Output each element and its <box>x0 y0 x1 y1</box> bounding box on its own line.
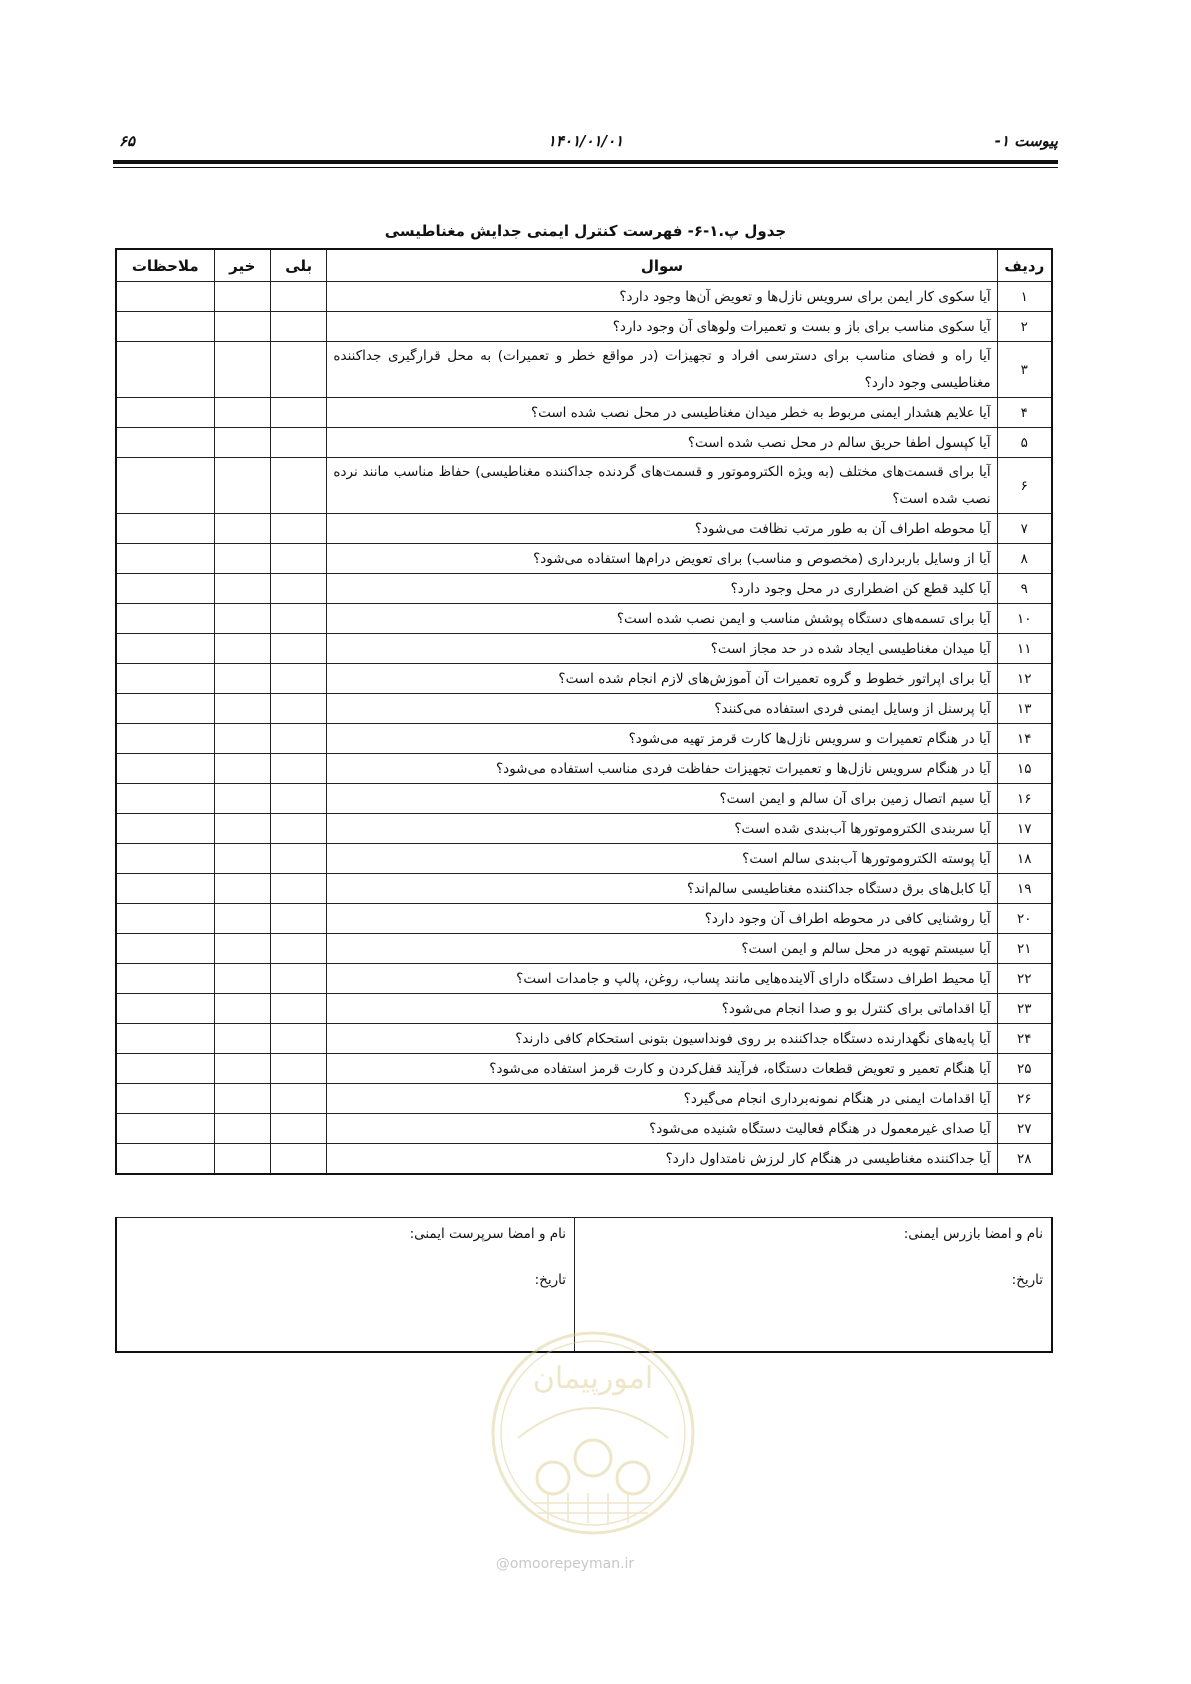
watermark-url: @omoorepeyman.ir <box>495 1556 635 1572</box>
row-number: ۱ <box>997 282 1052 312</box>
table-row <box>116 1114 1052 1144</box>
question-cell: آیا برای اپراتور خطوط و گروه تعمیرات آن آموزش‌های لازم انجام شده است؟ <box>327 664 997 694</box>
question-cell: آیا روشنایی کافی در محوطه اطراف آن وجود دارد؟ <box>327 904 997 934</box>
yes-checkbox-cell[interactable] <box>270 514 326 544</box>
header-question: سوال <box>327 249 997 282</box>
header-no: خیر <box>214 249 270 282</box>
row-number: ۲۵ <box>997 1054 1052 1084</box>
table-caption: جدول پ.۱-۶- فهرست کنترل ایمنی جدایش مغناطیسی <box>384 222 787 240</box>
table-row <box>116 754 1052 784</box>
no-checkbox-cell[interactable] <box>214 784 270 814</box>
question-cell: آیا میدان مغناطیسی ایجاد شده در حد مجاز است؟ <box>327 634 997 664</box>
notes-cell[interactable] <box>116 844 214 874</box>
table-row <box>116 514 1052 544</box>
table-row <box>116 312 1052 342</box>
question-cell: آیا در هنگام تعمیرات و سرویس نازل‌ها کارت قرمز تهیه می‌شود؟ <box>327 724 997 754</box>
question-cell: آیا کابل‌های برق دستگاه جداکننده مغناطیسی سالم‌اند؟ <box>327 874 997 904</box>
row-number: ۷ <box>997 514 1052 544</box>
notes-cell[interactable] <box>116 282 214 312</box>
table-row <box>116 784 1052 814</box>
row-number: ۱۶ <box>997 784 1052 814</box>
question-cell: آیا کلید قطع کن اضطراری در محل وجود دارد؟ <box>327 574 997 604</box>
supervisor-signature-label: نام و امضا سرپرست ایمنی: <box>409 1226 566 1242</box>
question-cell: آیا صدای غیرمعمول در هنگام فعالیت دستگاه شنیده می‌شود؟ <box>327 1114 997 1144</box>
no-checkbox-cell[interactable] <box>214 398 270 428</box>
notes-cell[interactable] <box>116 694 214 724</box>
yes-checkbox-cell[interactable] <box>270 1114 326 1144</box>
yes-checkbox-cell[interactable] <box>270 934 326 964</box>
question-cell: آیا سکوی کار ایمن برای سرویس نازل‌ها و تعویض آن‌ها وجود دارد؟ <box>327 282 997 312</box>
table-row <box>116 814 1052 844</box>
table-body <box>116 282 1052 1175</box>
yes-checkbox-cell[interactable] <box>270 724 326 754</box>
notes-cell[interactable] <box>116 754 214 784</box>
section-title: پیوست ۱- <box>994 132 1058 150</box>
row-number: ۱۴ <box>997 724 1052 754</box>
row-number: ۵ <box>997 428 1052 458</box>
question-cell: آیا برای تسمه‌های دستگاه پوشش مناسب و ایمن نصب شده است؟ <box>327 604 997 634</box>
watermark-logo-text: امورپیمان <box>532 1361 654 1396</box>
row-number: ۱۰ <box>997 604 1052 634</box>
yes-checkbox-cell[interactable] <box>270 664 326 694</box>
yes-checkbox-cell[interactable] <box>270 754 326 784</box>
notes-cell[interactable] <box>116 428 214 458</box>
row-number: ۲۴ <box>997 1024 1052 1054</box>
table-row <box>116 1024 1052 1054</box>
row-number: ۱۷ <box>997 814 1052 844</box>
table-row <box>116 544 1052 574</box>
page-number: ۶۵ <box>119 132 136 150</box>
header-date: ۱۴۰۱/۰۱/۰۱ <box>547 132 624 150</box>
question-cell: آیا اقدامات ایمنی در هنگام نمونه‌برداری انجام می‌گیرد؟ <box>327 1084 997 1114</box>
question-cell: آیا محیط اطراف دستگاه دارای آلاینده‌هایی مانند پساب، روغن، پالپ و جامدات است؟ <box>327 964 997 994</box>
table-row <box>116 964 1052 994</box>
table-header-row <box>116 249 1052 282</box>
notes-cell[interactable] <box>116 1084 214 1114</box>
question-cell: آیا پرسنل از وسایل ایمنی فردی استفاده می‌کنند؟ <box>327 694 997 724</box>
no-checkbox-cell[interactable] <box>214 1114 270 1144</box>
row-number: ۲۰ <box>997 904 1052 934</box>
header-rule-thin <box>113 167 1058 168</box>
question-cell: آیا پایه‌های نگهدارنده دستگاه جداکننده بر روی فونداسیون بتونی استحکام کافی دارند؟ <box>327 1024 997 1054</box>
table-row <box>116 904 1052 934</box>
yes-checkbox-cell[interactable] <box>270 1054 326 1084</box>
yes-checkbox-cell[interactable] <box>270 1084 326 1114</box>
no-checkbox-cell[interactable] <box>214 814 270 844</box>
no-checkbox-cell[interactable] <box>214 1024 270 1054</box>
notes-cell[interactable] <box>116 544 214 574</box>
question-cell: آیا پوسته الکتروموتورها آب‌بندی سالم است؟ <box>327 844 997 874</box>
no-checkbox-cell[interactable] <box>214 844 270 874</box>
no-checkbox-cell[interactable] <box>214 964 270 994</box>
notes-cell[interactable] <box>116 604 214 634</box>
table-row <box>116 844 1052 874</box>
no-checkbox-cell[interactable] <box>214 342 270 398</box>
question-cell: آیا اقداماتی برای کنترل بو و صدا انجام می‌شود؟ <box>327 994 997 1024</box>
no-checkbox-cell[interactable] <box>214 458 270 514</box>
row-number: ۱۵ <box>997 754 1052 784</box>
no-checkbox-cell[interactable] <box>214 664 270 694</box>
row-number: ۲۸ <box>997 1144 1052 1175</box>
yes-checkbox-cell[interactable] <box>270 604 326 634</box>
table-row <box>116 634 1052 664</box>
table-row <box>116 934 1052 964</box>
notes-cell[interactable] <box>116 934 214 964</box>
notes-cell[interactable] <box>116 994 214 1024</box>
row-number: ۱۹ <box>997 874 1052 904</box>
yes-checkbox-cell[interactable] <box>270 994 326 1024</box>
notes-cell[interactable] <box>116 1144 214 1175</box>
yes-checkbox-cell[interactable] <box>270 342 326 398</box>
yes-checkbox-cell[interactable] <box>270 312 326 342</box>
no-checkbox-cell[interactable] <box>214 934 270 964</box>
row-number: ۹ <box>997 574 1052 604</box>
no-checkbox-cell[interactable] <box>214 724 270 754</box>
notes-cell[interactable] <box>116 1114 214 1144</box>
table-row <box>116 724 1052 754</box>
table-row <box>116 664 1052 694</box>
no-checkbox-cell[interactable] <box>214 634 270 664</box>
row-number: ۲۷ <box>997 1114 1052 1144</box>
row-number: ۳ <box>997 342 1052 398</box>
no-checkbox-cell[interactable] <box>214 544 270 574</box>
row-number: ۱۲ <box>997 664 1052 694</box>
yes-checkbox-cell[interactable] <box>270 1024 326 1054</box>
question-cell: آیا کپسول اطفا حریق سالم در محل نصب شده است؟ <box>327 428 997 458</box>
yes-checkbox-cell[interactable] <box>270 398 326 428</box>
no-checkbox-cell[interactable] <box>214 694 270 724</box>
no-checkbox-cell[interactable] <box>214 428 270 458</box>
table-row <box>116 398 1052 428</box>
yes-checkbox-cell[interactable] <box>270 694 326 724</box>
row-number: ۴ <box>997 398 1052 428</box>
notes-cell[interactable] <box>116 634 214 664</box>
yes-checkbox-cell[interactable] <box>270 964 326 994</box>
question-cell: آیا راه و فضای مناسب برای دسترسی افراد و تجهیزات (در مواقع خطر و تعمیرات) به محل قرارگیری جداکننده مغناطیسی وجود دارد؟ <box>327 342 997 398</box>
question-cell: آیا محوطه اطراف آن به طور مرتب نظافت می‌شود؟ <box>327 514 997 544</box>
notes-cell[interactable] <box>116 724 214 754</box>
yes-checkbox-cell[interactable] <box>270 904 326 934</box>
inspector-date-label: تاریخ: <box>1011 1272 1043 1288</box>
yes-checkbox-cell[interactable] <box>270 458 326 514</box>
question-cell: آیا سکوی مناسب برای باز و بست و تعمیرات ولوهای آن وجود دارد؟ <box>327 312 997 342</box>
table-row <box>116 574 1052 604</box>
table-row <box>116 428 1052 458</box>
notes-cell[interactable] <box>116 814 214 844</box>
no-checkbox-cell[interactable] <box>214 1084 270 1114</box>
notes-cell[interactable] <box>116 664 214 694</box>
table-row <box>116 874 1052 904</box>
question-cell: آیا سربندی الکتروموتورها آب‌بندی شده است؟ <box>327 814 997 844</box>
notes-cell[interactable] <box>116 784 214 814</box>
no-checkbox-cell[interactable] <box>214 904 270 934</box>
table-row <box>116 458 1052 514</box>
header-row-number: ردیف <box>997 249 1052 282</box>
no-checkbox-cell[interactable] <box>214 754 270 784</box>
watermark-logo <box>478 1318 708 1548</box>
yes-checkbox-cell[interactable] <box>270 784 326 814</box>
notes-cell[interactable] <box>116 514 214 544</box>
notes-cell[interactable] <box>116 398 214 428</box>
notes-cell[interactable] <box>116 458 214 514</box>
row-number: ۱۸ <box>997 844 1052 874</box>
row-number: ۲۲ <box>997 964 1052 994</box>
page-header <box>113 130 1058 154</box>
row-number: ۲۳ <box>997 994 1052 1024</box>
notes-cell[interactable] <box>116 342 214 398</box>
question-cell: آیا هنگام تعمیر و تعویض قطعات دستگاه، فرآیند قفل‌کردن و کارت قرمز استفاده می‌شود؟ <box>327 1054 997 1084</box>
notes-cell[interactable] <box>116 1024 214 1054</box>
yes-checkbox-cell[interactable] <box>270 1144 326 1175</box>
no-checkbox-cell[interactable] <box>214 994 270 1024</box>
yes-checkbox-cell[interactable] <box>270 282 326 312</box>
no-checkbox-cell[interactable] <box>214 1054 270 1084</box>
no-checkbox-cell[interactable] <box>214 282 270 312</box>
row-number: ۶ <box>997 458 1052 514</box>
table-row <box>116 994 1052 1024</box>
table-row <box>116 1054 1052 1084</box>
table-row <box>116 604 1052 634</box>
notes-cell[interactable] <box>116 964 214 994</box>
table-row <box>116 694 1052 724</box>
notes-cell[interactable] <box>116 1054 214 1084</box>
question-cell: آیا در هنگام سرویس نازل‌ها و تعمیرات تجهیزات حفاظت فردی مناسب استفاده می‌شود؟ <box>327 754 997 784</box>
header-yes: بلی <box>270 249 326 282</box>
question-cell: آیا از وسایل باربرداری (مخصوص و مناسب) برای تعویض درام‌ها استفاده می‌شود؟ <box>327 544 997 574</box>
question-cell: آیا برای قسمت‌های مختلف (به ویژه الکتروموتور و قسمت‌های گردنده جداکننده مغناطیسی) حفاظ مناسب مانند نرده نصب شده است؟ <box>327 458 997 514</box>
row-number: ۲۶ <box>997 1084 1052 1114</box>
question-cell: آیا سیستم تهویه در محل سالم و ایمن است؟ <box>327 934 997 964</box>
no-checkbox-cell[interactable] <box>214 1144 270 1175</box>
yes-checkbox-cell[interactable] <box>270 574 326 604</box>
yes-checkbox-cell[interactable] <box>270 844 326 874</box>
yes-checkbox-cell[interactable] <box>270 634 326 664</box>
supervisor-date-label: تاریخ: <box>534 1272 566 1288</box>
row-number: ۲ <box>997 312 1052 342</box>
checklist-table <box>115 248 1053 1175</box>
row-number: ۱۱ <box>997 634 1052 664</box>
question-cell: آیا سیم اتصال زمین برای آن سالم و ایمن است؟ <box>327 784 997 814</box>
header-rule-thick <box>113 160 1058 164</box>
notes-cell[interactable] <box>116 574 214 604</box>
no-checkbox-cell[interactable] <box>214 312 270 342</box>
table-row <box>116 1084 1052 1114</box>
yes-checkbox-cell[interactable] <box>270 874 326 904</box>
table-row <box>116 342 1052 398</box>
yes-checkbox-cell[interactable] <box>270 814 326 844</box>
table-row <box>116 1144 1052 1175</box>
no-checkbox-cell[interactable] <box>214 574 270 604</box>
no-checkbox-cell[interactable] <box>214 514 270 544</box>
notes-cell[interactable] <box>116 312 214 342</box>
notes-cell[interactable] <box>116 904 214 934</box>
row-number: ۲۱ <box>997 934 1052 964</box>
row-number: ۸ <box>997 544 1052 574</box>
header-notes: ملاحظات <box>116 249 214 282</box>
question-cell: آیا علایم هشدار ایمنی مربوط به خطر میدان مغناطیسی در محل نصب شده است؟ <box>327 398 997 428</box>
no-checkbox-cell[interactable] <box>214 874 270 904</box>
row-number: ۱۳ <box>997 694 1052 724</box>
no-checkbox-cell[interactable] <box>214 604 270 634</box>
notes-cell[interactable] <box>116 874 214 904</box>
question-cell: آیا جداکننده مغناطیسی در هنگام کار لرزش نامتداول دارد؟ <box>327 1144 997 1175</box>
yes-checkbox-cell[interactable] <box>270 544 326 574</box>
yes-checkbox-cell[interactable] <box>270 428 326 458</box>
inspector-signature-label: نام و امضا بازرس ایمنی: <box>903 1226 1043 1242</box>
table-row <box>116 282 1052 312</box>
